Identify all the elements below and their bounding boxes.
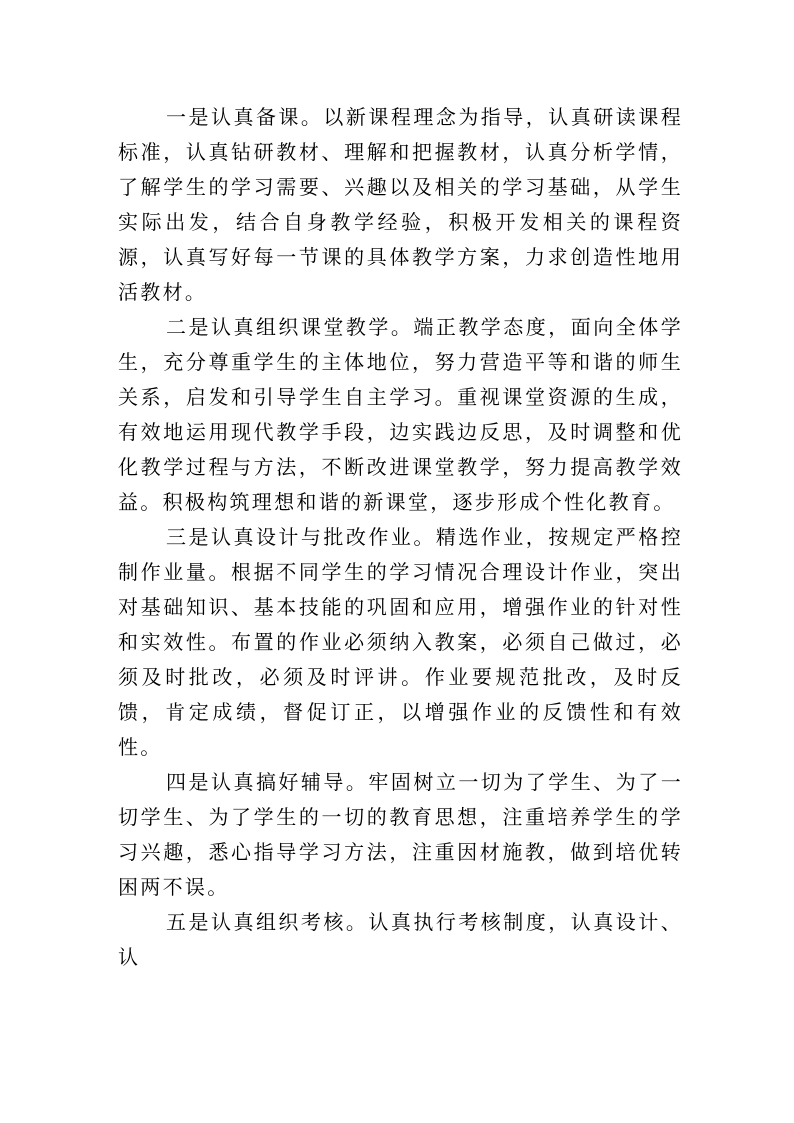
document-body bbox=[118, 100, 683, 975]
paragraph-homework: 三是认真设计与批改作业。精选作业，按规定严格控制作业量。根据不同学生的学习情况合理设计作业，突出对基础知识、基本技能的巩固和应用，增强作业的针对性和实效性。布置的作业必须纳入教案，必须自己做过，必须及时批改，必须及时评讲。作业要规范批改，及时反馈，肯定成绩，督促订正，以增强作业的反馈性和有效性。 bbox=[118, 525, 683, 759]
paragraph-lesson-preparation: 一是认真备课。以新课程理念为指导，认真研读课程标准，认真钻研教材、理解和把握教材，认真分析学情，了解学生的学习需要、兴趣以及相关的学习基础，从学生实际出发，结合自身教学经验，积极开发相关的课程资源，认真写好每一节课的具体教学方案，力求创造性地用活教材。 bbox=[118, 105, 683, 304]
paragraph-tutoring: 四是认真搞好辅导。牢固树立一切为了学生、为了一切学生、为了学生的一切的教育思想，注重培养学生的学习兴趣，悉心指导学习方法，注重因材施教，做到培优转困两不误。 bbox=[118, 770, 683, 899]
paragraph-classroom-teaching: 二是认真组织课堂教学。端正教学态度，面向全体学生，充分尊重学生的主体地位，努力营造平等和谐的师生关系，启发和引导学生自主学习。重视课堂资源的生成，有效地运用现代教学手段，边实践边反思，及时调整和优化教学过程与方法，不断改进课堂教学，努力提高教学效益。积极构筑理想和谐的新课堂，逐步形成个性化教育。 bbox=[118, 315, 683, 514]
paragraph-assessment: 五是认真组织考核。认真执行考核制度，认真设计、认 bbox=[118, 910, 683, 969]
